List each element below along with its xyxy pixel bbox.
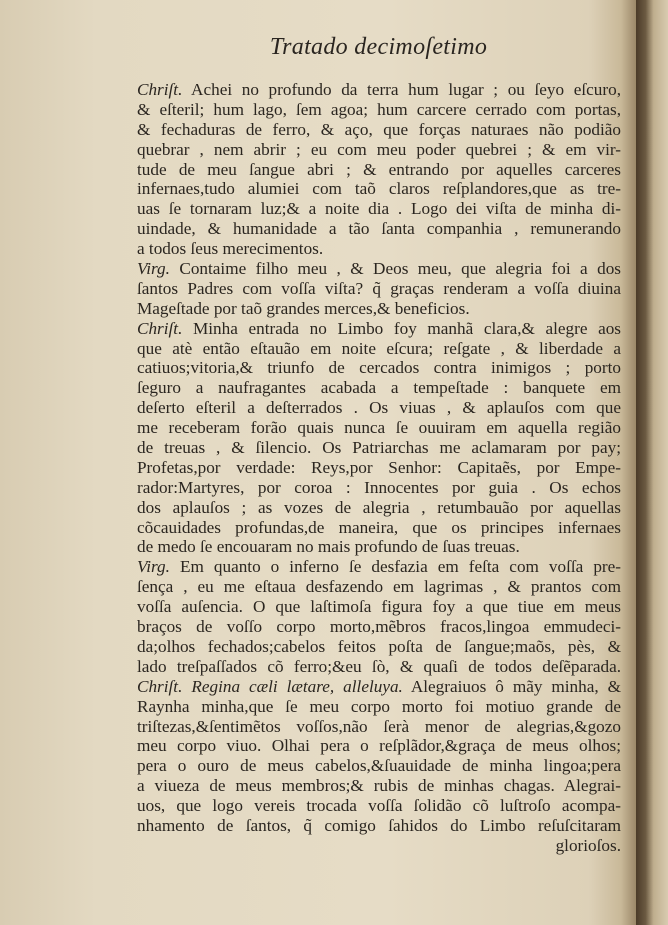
text-line: [137, 796, 621, 816]
speaker-line: [137, 677, 621, 697]
line-text: dos aplauſos ; as vozes de alegria , retumbauão por aquellas: [137, 497, 621, 517]
text-line: [137, 836, 621, 856]
text-line: [137, 279, 621, 299]
text-line: [137, 418, 621, 438]
line-text: pera o ouro de meus cabelos,&ſuauidade de minha lingoa;pera: [137, 756, 621, 776]
speaker-label: Virg.: [137, 557, 170, 577]
text-line: [137, 518, 621, 538]
text-line: [137, 458, 621, 478]
text-line: [137, 299, 621, 319]
speaker-line: [137, 80, 621, 100]
text-line: [137, 776, 621, 796]
speaker-label: Chriſt.: [137, 318, 183, 338]
line-text: cõcauidades profundas,de maneira, que os principes infernaes: [137, 517, 621, 537]
line-text: infernaes,tudo alumiei com taõ claros reſplandores,que as tre-: [137, 179, 621, 199]
line-text: da;olhos fechados;cabelos feitos poſta de ſangue;maõs, pès, &: [137, 636, 621, 656]
speaker-label: Chriſt.: [137, 676, 183, 696]
line-text: Minha entrada no Limbo foy manhã clara,& alegre aos: [182, 318, 621, 338]
text-line: [137, 160, 621, 180]
line-text: que atè então eſtauão em noite eſcura; reſgate , & liberdade a: [137, 338, 621, 358]
line-text: rador:Martyres, por coroa : Innocentes por guia . Os echos: [137, 477, 621, 497]
body-text: [137, 80, 621, 856]
line-text: ſeguro a naufragantes acabada a tempeſtade : banquete em: [137, 378, 621, 398]
line-text: Contaime filho meu , & Deos meu, que alegria foi a dos: [169, 259, 621, 279]
text-line: [137, 219, 621, 239]
speaker-line: [137, 557, 621, 577]
text-line: [137, 100, 621, 120]
text-line: [137, 339, 621, 359]
line-text: de medo ſe encouaram no mais profundo de ſuas treuas.: [137, 537, 520, 557]
text-line: [137, 358, 621, 378]
line-text: nhamento de ſantos, q̃ comigo ſahidos do Limbo reſuſcitaram: [137, 815, 621, 835]
text-line: [137, 697, 621, 717]
line-text: Achei no profundo da terra hum lugar ; ou ſeyo eſcuro,: [182, 80, 621, 99]
line-text: ſença , eu me eſtaua desfazendo em lagrimas , & prantos com: [137, 577, 621, 597]
text-line: [137, 637, 621, 657]
speaker-label: Virg.: [137, 259, 170, 279]
text-line: [137, 140, 621, 160]
text-line: [137, 736, 621, 756]
line-text: uas ſe tornaram luz;& a noite dia . Logo dei viſta de minha di-: [137, 199, 621, 219]
text-line: [137, 657, 621, 677]
line-text: lado treſpaſſados cõ ferro;&eu ſò, & quaſi de todos deſẽparada.: [137, 656, 621, 676]
line-text: voſſa auſencia. O que laſtimoſa figura foy a que tiue em meus: [137, 597, 621, 617]
text-line: [137, 398, 621, 418]
line-text: & fechaduras de ferro, & aço, que forças naturaes não podião: [137, 119, 621, 139]
line-text: de treuas , & ſilencio. Os Patriarchas me aclamaram por pay;: [137, 438, 621, 458]
text-line: [137, 378, 621, 398]
line-text: Mageſtade por taõ grandes merces,& beneficios.: [137, 298, 470, 318]
speaker-label: Chriſt.: [137, 80, 183, 99]
line-text: Raynha minha,que ſe meu corpo morto foi motiuo grande de: [137, 696, 621, 716]
line-text: braços de voſſo corpo morto,mẽbros fracos,lingoa emmudeci-: [137, 617, 621, 637]
text-line: [137, 478, 621, 498]
text-line: [137, 717, 621, 737]
text-line: [137, 597, 621, 617]
line-text: a todos ſeus merecimentos.: [137, 239, 324, 259]
line-text: meu corpo viuo. Olhai pera o reſplãdor,&graça de meus olhos;: [137, 736, 621, 756]
line-text: Profetas,por verdade: Reys,por Senhor: Capitaẽs, por Empe-: [137, 457, 621, 477]
speaker-line: [137, 259, 621, 279]
text-line: [137, 756, 621, 776]
text-line: [137, 239, 621, 259]
text-line: [137, 199, 621, 219]
text-line: [137, 120, 621, 140]
line-text: tude de meu ſangue abri ; & entrando por aquelles carceres: [137, 159, 621, 179]
line-text: ſantos Padres com voſſa viſta? q̃ graças renderam a voſſa diuina: [137, 278, 621, 298]
text-line: [137, 816, 621, 836]
line-text: me receberam forão quais nunca ſe ouuiram em aquella região: [137, 418, 621, 438]
line-text: Alegraiuos ô mãy minha, &: [402, 676, 621, 696]
line-text: quebrar , nem abrir ; eu com meu poder quebrei ; & em vir-: [137, 139, 621, 159]
facing-page-edge: [636, 0, 668, 925]
latin-phrase: Regina cæli lætare, alleluya.: [182, 676, 403, 696]
text-line: [137, 617, 621, 637]
text-line: [137, 179, 621, 199]
line-text: deſerto eſteril a deſterrados . Os viuas , & aplauſos com que: [137, 398, 621, 418]
line-text: & eſteril; hum lago, ſem agoa; hum carcere cerrado com portas,: [137, 99, 621, 119]
text-line: [137, 498, 621, 518]
text-line: [137, 537, 621, 557]
line-text: glorioſos.: [555, 835, 621, 855]
speaker-line: [137, 319, 621, 339]
line-text: uos, que logo vereis trocada voſſa ſolidão cõ luſtroſo acompa-: [137, 796, 621, 816]
text-line: [137, 438, 621, 458]
text-line: [137, 577, 621, 597]
line-text: Em quanto o inferno ſe desfazia em feſta com voſſa pre-: [169, 557, 621, 577]
line-text: uindade, & humanidade a tão ſanta companhia , remunerando: [137, 219, 621, 239]
running-header: Tratado decimoſetimo: [269, 34, 488, 60]
line-text: triſtezas,&ſentimẽtos voſſos,não ſerà menor de alegrias,&gozo: [137, 716, 621, 736]
line-text: a viueza de meus membros;& rubis de minhas chagas. Alegrai-: [137, 776, 621, 796]
line-text: catiuos;vitoria,& triunfo de cercados contra inimigos ; porto: [137, 358, 621, 378]
